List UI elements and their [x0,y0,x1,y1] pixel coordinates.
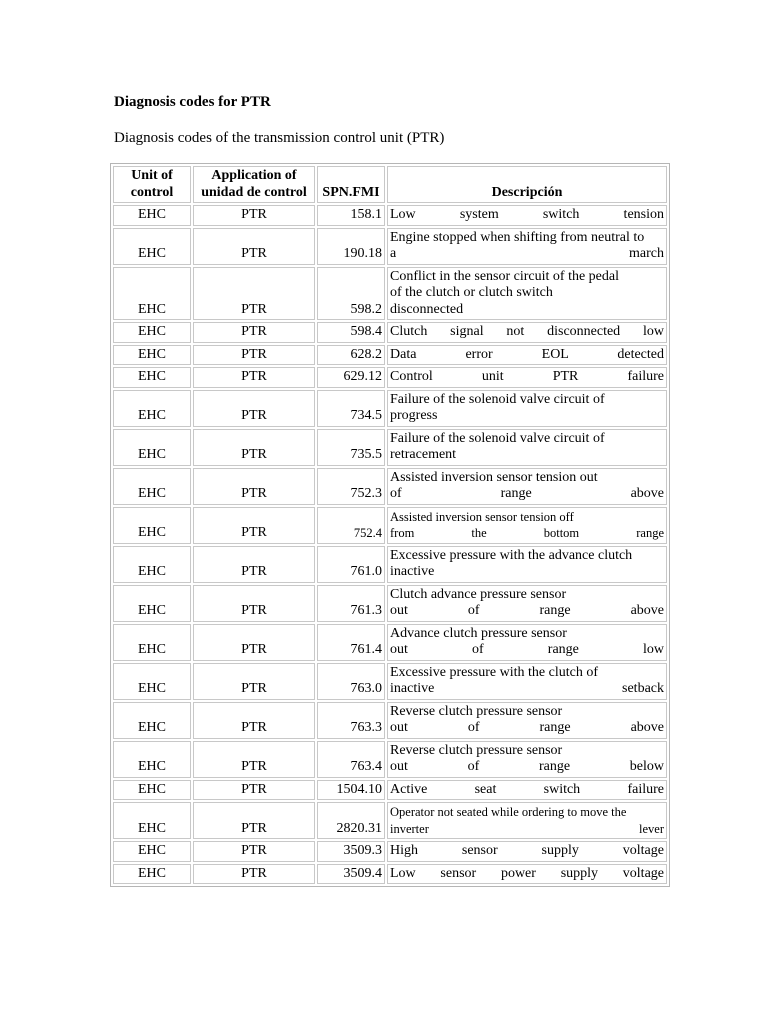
cell-unit: EHC [113,663,191,700]
cell-description [387,741,667,778]
header-description: Descripción [387,166,667,203]
description-line: Reverse clutch pressure sensor [390,742,563,758]
table-header-row [113,166,667,203]
cell-unit: EHC [113,205,191,226]
cell-spn-fmi: 761.4 [317,624,385,661]
cell-application: PTR [193,841,315,862]
table-row [113,345,667,366]
cell-description [387,205,667,226]
table-row [113,205,667,226]
cell-unit: EHC [113,546,191,583]
cell-description [387,864,667,885]
description-line: Engine stopped when shifting from neutral to [390,229,645,245]
cell-application: PTR [193,228,315,265]
cell-description [387,267,667,321]
description-line: Failure of the solenoid valve circuit of [390,391,605,407]
table-row [113,864,667,885]
cell-description [387,345,667,366]
cell-application: PTR [193,322,315,343]
cell-description [387,841,667,862]
cell-unit: EHC [113,624,191,661]
description-line: out of range low [390,642,664,657]
page-subtitle: Diagnosis codes of the transmission control unit (PTR) [114,130,445,146]
cell-application: PTR [193,702,315,739]
cell-unit: EHC [113,390,191,427]
cell-spn-fmi: 1504.10 [317,780,385,801]
description-line: Reverse clutch pressure sensor [390,703,563,719]
description-line: retracement [390,447,457,462]
cell-spn-fmi: 735.5 [317,429,385,466]
cell-application: PTR [193,864,315,885]
cell-description [387,624,667,661]
cell-application: PTR [193,367,315,388]
table-row [113,468,667,505]
cell-application: PTR [193,546,315,583]
cell-application: PTR [193,624,315,661]
table-row [113,390,667,427]
cell-application: PTR [193,802,315,839]
cell-description [387,367,667,388]
table-row [113,267,667,321]
cell-application: PTR [193,390,315,427]
cell-application: PTR [193,663,315,700]
cell-application: PTR [193,267,315,321]
description-line: Low sensor power supply voltage [390,865,664,881]
cell-description [387,228,667,265]
cell-description [387,546,667,583]
table-row [113,741,667,778]
cell-spn-fmi: 752.4 [317,507,385,544]
cell-unit: EHC [113,507,191,544]
cell-unit: EHC [113,267,191,321]
description-line: Low system switch tension [390,207,664,222]
cell-spn-fmi: 763.3 [317,702,385,739]
cell-unit: EHC [113,429,191,466]
cell-spn-fmi: 598.2 [317,267,385,321]
table-row [113,663,667,700]
description-line: inverter lever [390,821,664,836]
description-line: of range above [390,486,664,501]
page-title: Diagnosis codes for PTR [114,94,271,110]
cell-application: PTR [193,780,315,801]
cell-spn-fmi: 763.0 [317,663,385,700]
cell-unit: EHC [113,468,191,505]
cell-spn-fmi: 761.3 [317,585,385,622]
cell-unit: EHC [113,841,191,862]
cell-spn-fmi: 761.0 [317,546,385,583]
description-line: inactive setback [390,681,664,696]
cell-spn-fmi: 629.12 [317,367,385,388]
cell-description [387,802,667,839]
table-row [113,780,667,801]
cell-application: PTR [193,468,315,505]
cell-application: PTR [193,345,315,366]
description-line: a march [390,246,664,261]
description-line: High sensor supply voltage [390,843,664,858]
description-line: Conflict in the sensor circuit of the pedal [390,268,619,284]
cell-unit: EHC [113,228,191,265]
table-row [113,367,667,388]
table-row [113,585,667,622]
cell-unit: EHC [113,345,191,366]
cell-unit: EHC [113,585,191,622]
description-line: out of range below [390,759,664,774]
description-line: Data error EOL detected [390,346,664,362]
table-body [113,205,667,884]
cell-spn-fmi: 752.3 [317,468,385,505]
cell-spn-fmi: 598.4 [317,322,385,343]
description-line: disconnected [390,301,464,317]
description-line: Excessive pressure with the advance clutch [390,547,633,563]
table-row [113,624,667,661]
cell-spn-fmi: 2820.31 [317,802,385,839]
cell-application: PTR [193,205,315,226]
cell-unit: EHC [113,367,191,388]
description-line: Active seat switch failure [390,781,664,797]
table-row [113,228,667,265]
description-line: inactive [390,564,435,579]
header-spn-fmi: SPN.FMI [317,166,385,203]
table-row [113,546,667,583]
cell-spn-fmi: 190.18 [317,228,385,265]
description-line: Assisted inversion sensor tension off [390,509,574,524]
cell-unit: EHC [113,864,191,885]
cell-description [387,507,667,544]
cell-description [387,390,667,427]
description-line: of the clutch or clutch switch [390,285,553,300]
cell-application: PTR [193,585,315,622]
cell-application: PTR [193,741,315,778]
description-line: Clutch advance pressure sensor [390,586,567,602]
table-row [113,841,667,862]
description-line: Excessive pressure with the clutch of [390,664,598,680]
cell-application: PTR [193,429,315,466]
table-row [113,802,667,839]
cell-unit: EHC [113,780,191,801]
cell-description [387,702,667,739]
description-line: Clutch signal not disconnected low [390,324,664,339]
cell-spn-fmi: 763.4 [317,741,385,778]
header-application: Application of unidad de control [193,166,315,203]
description-line: from the bottom range [390,526,664,540]
table-row [113,702,667,739]
cell-spn-fmi: 158.1 [317,205,385,226]
description-line: out of range above [390,603,664,618]
cell-unit: EHC [113,741,191,778]
description-line: Advance clutch pressure sensor [390,625,567,641]
table-row [113,507,667,544]
diagnosis-codes-table [110,163,670,887]
cell-description [387,429,667,466]
table-row [113,322,667,343]
cell-description [387,322,667,343]
cell-description [387,663,667,700]
description-line: Failure of the solenoid valve circuit of [390,430,605,446]
description-line: Operator not seated while ordering to move the [390,805,627,819]
cell-spn-fmi: 734.5 [317,390,385,427]
cell-description [387,585,667,622]
cell-spn-fmi: 3509.3 [317,841,385,862]
description-line: out of range above [390,720,664,735]
description-line: Assisted inversion sensor tension out [390,469,598,485]
description-line: progress [390,408,438,423]
cell-spn-fmi: 628.2 [317,345,385,366]
table-row [113,429,667,466]
cell-spn-fmi: 3509.4 [317,864,385,885]
header-unit-of-control: Unit of control [113,166,191,203]
cell-unit: EHC [113,322,191,343]
cell-description [387,780,667,801]
cell-description [387,468,667,505]
cell-unit: EHC [113,702,191,739]
description-line: Control unit PTR failure [390,369,664,384]
cell-application: PTR [193,507,315,544]
cell-unit: EHC [113,802,191,839]
